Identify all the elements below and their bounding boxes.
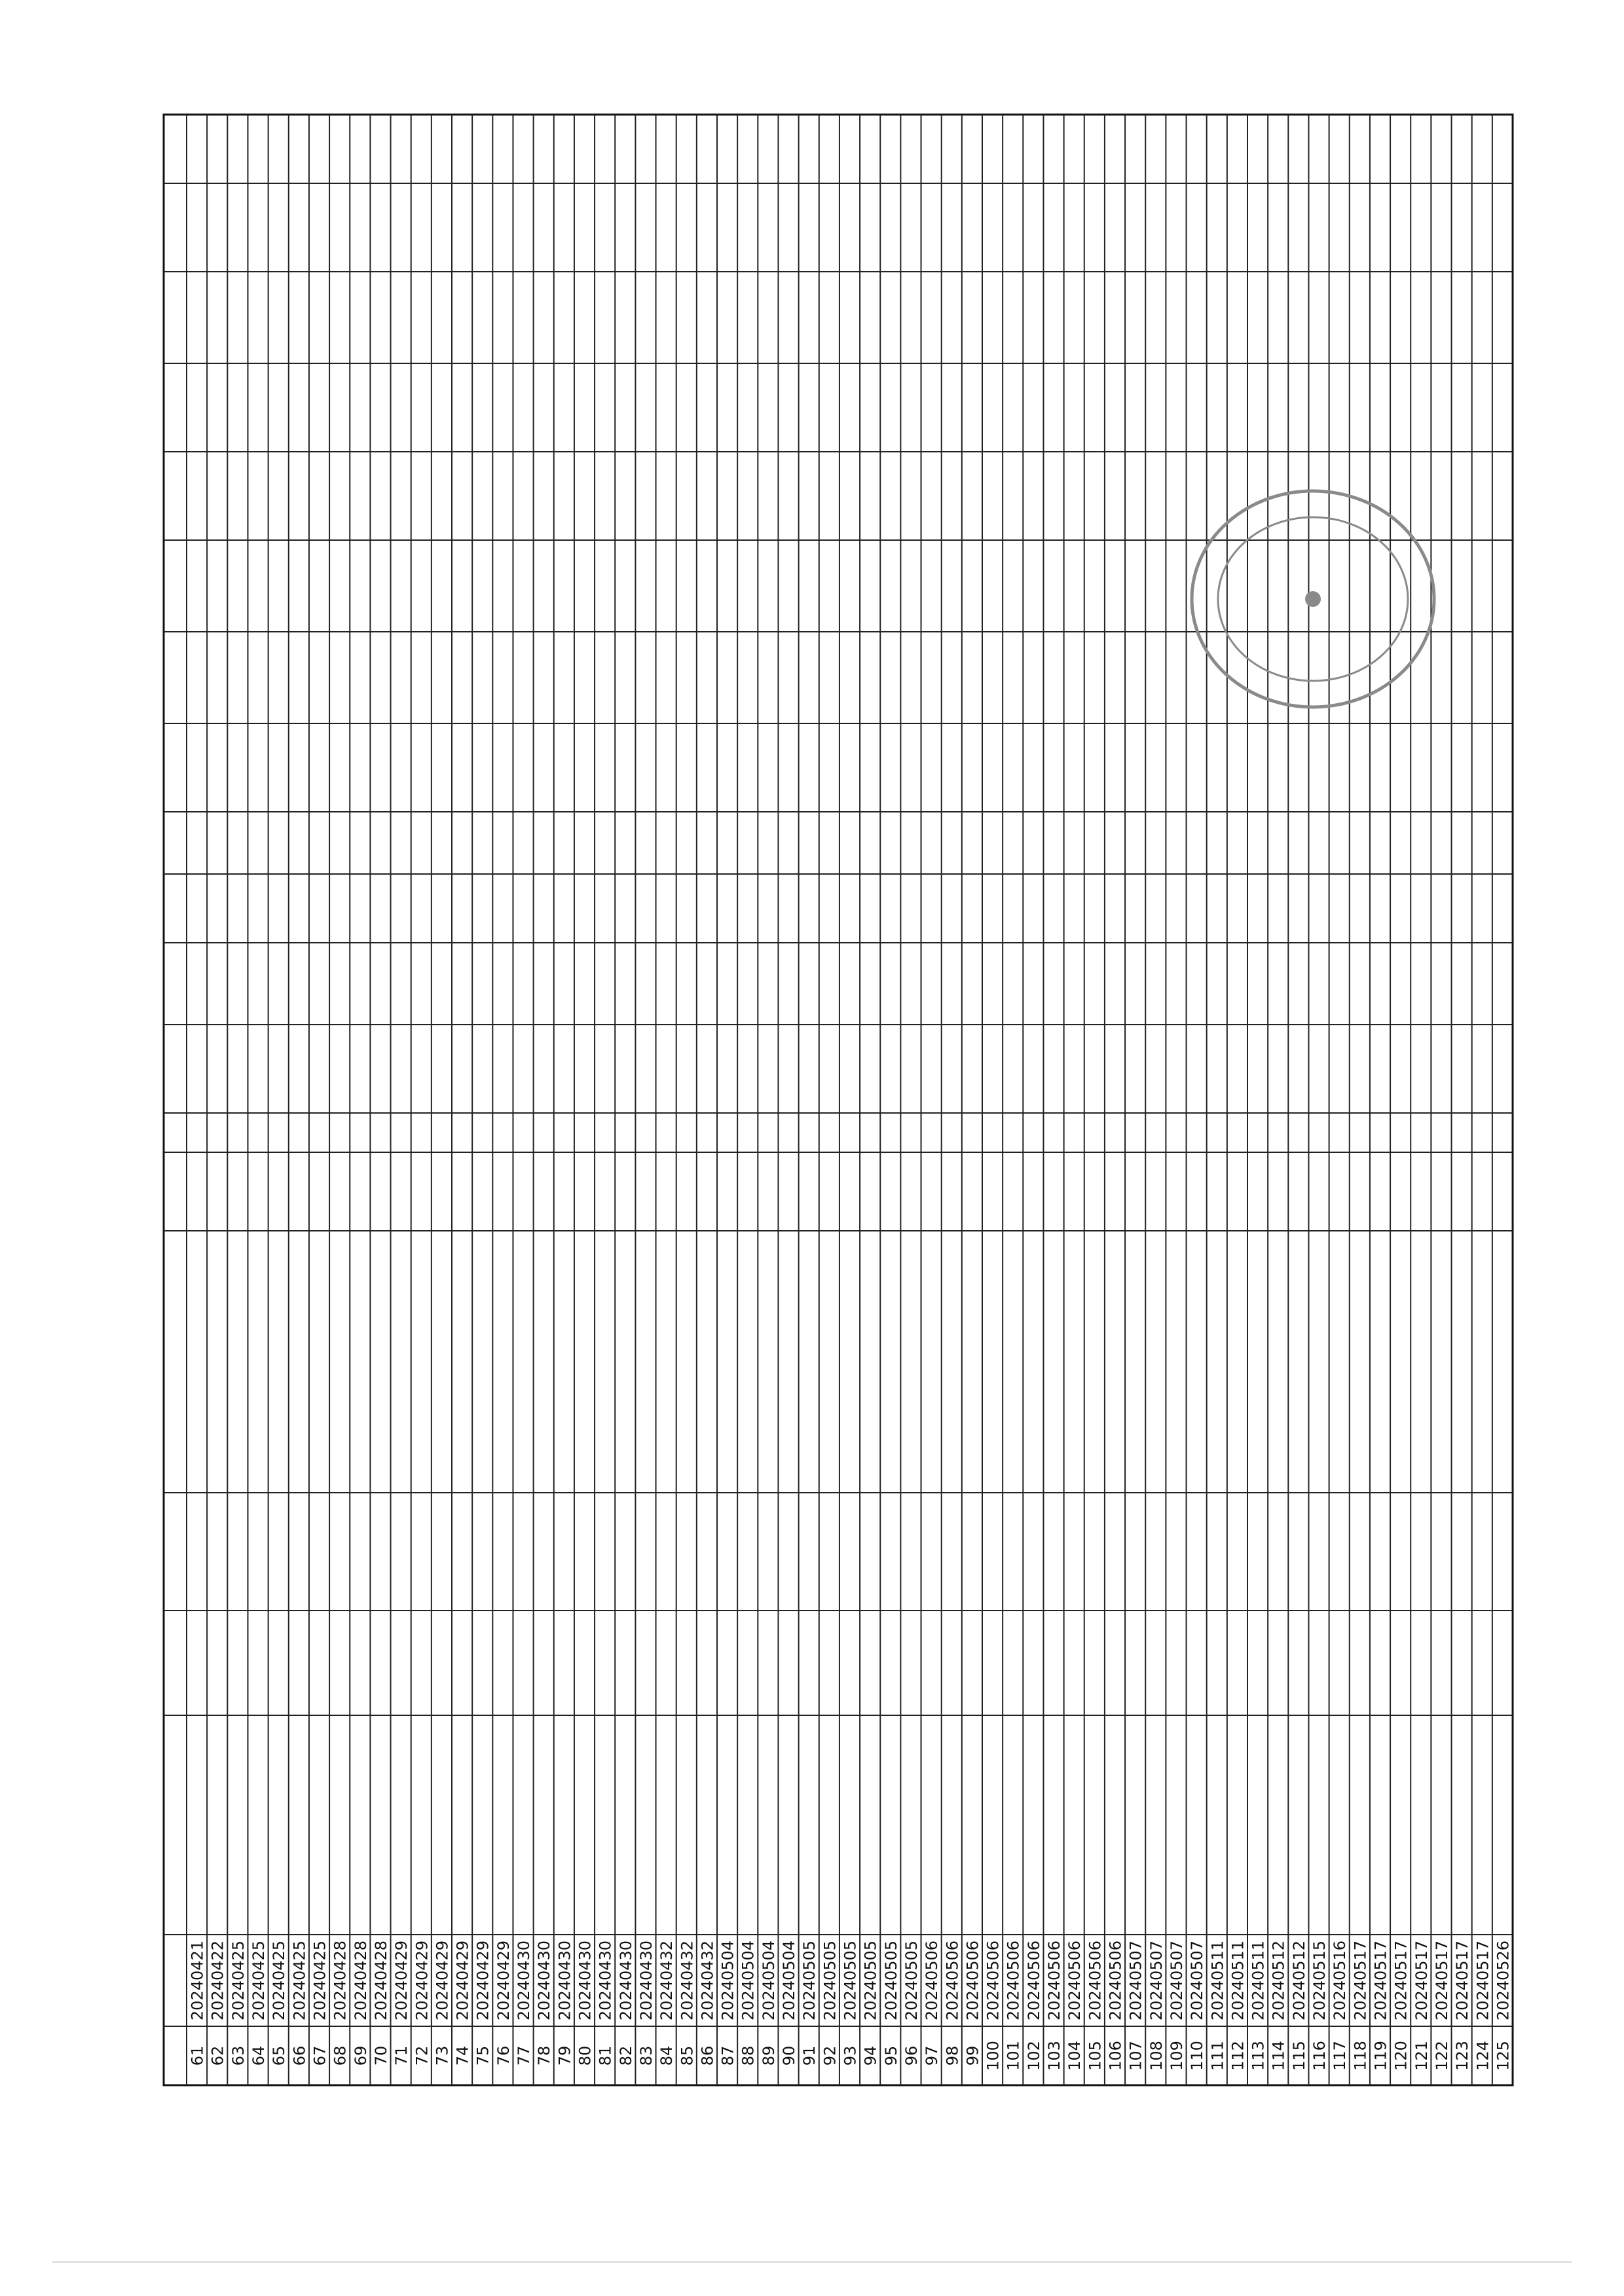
date-cell: 20240429 bbox=[473, 1940, 492, 2021]
date-cell: 20240430 bbox=[596, 1940, 615, 2021]
date-cell: 20240507 bbox=[1167, 1940, 1186, 2021]
date-cell: 20240507 bbox=[1188, 1940, 1207, 2021]
date-cell: 20240505 bbox=[841, 1940, 860, 2021]
row-number-cell: 63 bbox=[229, 2045, 248, 2066]
row-number-cell: 92 bbox=[821, 2045, 840, 2066]
row-number-cell: 98 bbox=[943, 2045, 962, 2066]
date-cell: 20240429 bbox=[413, 1940, 432, 2021]
date-cell: 20240511 bbox=[1249, 1940, 1268, 2021]
row-number-cell: 95 bbox=[881, 2045, 900, 2066]
row-number-cell: 115 bbox=[1289, 2041, 1308, 2071]
date-cell: 20240504 bbox=[718, 1940, 737, 2021]
row-number-cell: 65 bbox=[270, 2045, 289, 2066]
date-cell: 20240506 bbox=[923, 1940, 942, 2021]
date-cell: 20240432 bbox=[657, 1940, 676, 2021]
row-number-cell: 123 bbox=[1453, 2041, 1472, 2071]
row-number-cell: 69 bbox=[351, 2045, 370, 2066]
row-number-cell: 121 bbox=[1412, 2041, 1431, 2071]
row-number-cell: 114 bbox=[1269, 2041, 1288, 2071]
date-cell: 20240506 bbox=[1045, 1940, 1064, 2021]
row-number-cell: 97 bbox=[923, 2045, 942, 2066]
row-number-cell: 77 bbox=[515, 2045, 534, 2066]
date-cell: 20240425 bbox=[229, 1940, 248, 2021]
row-number-cell: 75 bbox=[473, 2045, 492, 2066]
row-number-cell: 91 bbox=[800, 2045, 819, 2066]
row-number-cell: 72 bbox=[413, 2045, 432, 2066]
row-number-cell: 87 bbox=[718, 2045, 737, 2066]
row-number-cell: 68 bbox=[331, 2045, 350, 2066]
date-cell: 20240430 bbox=[535, 1940, 554, 2021]
date-cell: 20240430 bbox=[637, 1940, 655, 2021]
row-number-cell: 110 bbox=[1188, 2041, 1207, 2071]
row-number-cell: 119 bbox=[1371, 2041, 1390, 2071]
date-cell: 20240429 bbox=[392, 1940, 411, 2021]
row-number-cell: 64 bbox=[249, 2045, 268, 2066]
row-number-cell: 118 bbox=[1351, 2041, 1370, 2071]
date-cell: 20240517 bbox=[1473, 1940, 1492, 2021]
date-cell: 20240425 bbox=[270, 1940, 289, 2021]
row-number-cell: 124 bbox=[1473, 2041, 1492, 2071]
row-number-cell: 108 bbox=[1147, 2041, 1166, 2071]
date-cell: 20240504 bbox=[780, 1940, 799, 2021]
date-cell: 20240504 bbox=[759, 1940, 778, 2021]
row-number-cell: 70 bbox=[371, 2045, 390, 2066]
row-number-cell: 82 bbox=[616, 2045, 635, 2066]
date-cell: 20240504 bbox=[739, 1940, 758, 2021]
row-number-cell: 113 bbox=[1249, 2041, 1268, 2071]
row-number-cell: 117 bbox=[1331, 2041, 1350, 2071]
row-number-cell: 74 bbox=[453, 2045, 472, 2066]
date-cell: 20240517 bbox=[1392, 1940, 1411, 2021]
row-number-cell: 67 bbox=[310, 2045, 329, 2066]
date-cell: 20240429 bbox=[453, 1940, 472, 2021]
row-number-cell: 103 bbox=[1045, 2041, 1064, 2071]
date-cell: 20240429 bbox=[494, 1940, 513, 2021]
row-number-cell: 85 bbox=[678, 2045, 697, 2066]
row-number-cell: 66 bbox=[290, 2045, 309, 2066]
row-number-cell: 102 bbox=[1024, 2041, 1043, 2071]
row-number-cell: 104 bbox=[1065, 2041, 1084, 2071]
row-number-cell: 112 bbox=[1228, 2041, 1247, 2071]
date-cell: 20240506 bbox=[963, 1940, 982, 2021]
row-number-cell: 73 bbox=[433, 2045, 452, 2066]
date-cell: 20240430 bbox=[616, 1940, 635, 2021]
date-cell: 20240517 bbox=[1351, 1940, 1370, 2021]
row-number-cell: 100 bbox=[984, 2041, 1003, 2071]
date-cell: 20240526 bbox=[1494, 1940, 1513, 2021]
date-cell: 20240517 bbox=[1432, 1940, 1451, 2021]
date-cell: 20240425 bbox=[310, 1940, 329, 2021]
date-cell: 20240425 bbox=[249, 1940, 268, 2021]
date-cell: 20240506 bbox=[1024, 1940, 1043, 2021]
date-cell: 20240505 bbox=[881, 1940, 900, 2021]
row-number-cell: 89 bbox=[759, 2045, 778, 2066]
ledger-table-rows bbox=[189, 1941, 1513, 2071]
row-number-cell: 62 bbox=[208, 2045, 227, 2066]
date-cell: 20240517 bbox=[1412, 1940, 1431, 2021]
row-number-cell: 81 bbox=[596, 2045, 615, 2066]
date-cell: 20240506 bbox=[984, 1940, 1003, 2021]
row-number-cell: 80 bbox=[576, 2045, 595, 2066]
row-number-cell: 109 bbox=[1167, 2041, 1186, 2071]
date-cell: 20240506 bbox=[1004, 1940, 1023, 2021]
date-cell: 20240517 bbox=[1453, 1940, 1472, 2021]
row-number-cell: 101 bbox=[1004, 2041, 1023, 2071]
row-number-cell: 88 bbox=[739, 2045, 758, 2066]
row-number-cell: 86 bbox=[698, 2045, 717, 2066]
row-number-cell: 76 bbox=[494, 2045, 513, 2066]
row-number-cell: 99 bbox=[963, 2045, 982, 2066]
row-number-cell: 71 bbox=[392, 2045, 411, 2066]
row-number-cell: 125 bbox=[1494, 2041, 1513, 2071]
date-cell: 20240428 bbox=[351, 1940, 370, 2021]
date-cell: 20240506 bbox=[1086, 1940, 1105, 2021]
date-cell: 20240430 bbox=[515, 1940, 534, 2021]
row-number-cell: 106 bbox=[1106, 2041, 1125, 2071]
row-number-cell: 107 bbox=[1126, 2041, 1145, 2071]
date-cell: 20240425 bbox=[290, 1940, 309, 2021]
date-cell: 20240512 bbox=[1289, 1940, 1308, 2021]
row-number-cell: 96 bbox=[902, 2045, 921, 2066]
seal-star-icon bbox=[1305, 591, 1321, 607]
date-cell: 20240516 bbox=[1331, 1940, 1350, 2021]
date-cell: 20240421 bbox=[188, 1940, 207, 2021]
row-number-cell: 61 bbox=[188, 2045, 207, 2066]
date-cell: 20240428 bbox=[371, 1940, 390, 2021]
date-cell: 20240505 bbox=[861, 1940, 880, 2021]
date-cell: 20240507 bbox=[1126, 1940, 1145, 2021]
date-cell: 20240515 bbox=[1310, 1940, 1329, 2021]
date-cell: 20240422 bbox=[208, 1940, 227, 2021]
row-number-cell: 78 bbox=[535, 2045, 554, 2066]
date-cell: 20240430 bbox=[576, 1940, 595, 2021]
date-cell: 20240511 bbox=[1208, 1940, 1227, 2021]
date-cell: 20240505 bbox=[902, 1940, 921, 2021]
date-cell: 20240505 bbox=[821, 1940, 840, 2021]
row-number-cell: 116 bbox=[1310, 2041, 1329, 2071]
row-number-cell: 83 bbox=[637, 2045, 655, 2066]
date-cell: 20240505 bbox=[800, 1940, 819, 2021]
date-cell: 20240506 bbox=[943, 1940, 962, 2021]
row-number-cell: 122 bbox=[1432, 2041, 1451, 2071]
date-cell: 20240428 bbox=[331, 1940, 350, 2021]
row-number-cell: 120 bbox=[1392, 2041, 1411, 2071]
row-number-cell: 79 bbox=[555, 2045, 574, 2066]
date-cell: 20240506 bbox=[1106, 1940, 1125, 2021]
row-number-cell: 93 bbox=[841, 2045, 860, 2066]
date-cell: 20240511 bbox=[1228, 1940, 1247, 2021]
date-cell: 20240517 bbox=[1371, 1940, 1390, 2021]
date-cell: 20240432 bbox=[678, 1940, 697, 2021]
date-cell: 20240512 bbox=[1269, 1940, 1288, 2021]
row-number-cell: 105 bbox=[1086, 2041, 1105, 2071]
date-cell: 20240506 bbox=[1065, 1940, 1084, 2021]
date-cell: 20240507 bbox=[1147, 1940, 1166, 2021]
row-number-cell: 90 bbox=[780, 2045, 799, 2066]
row-number-cell: 111 bbox=[1208, 2041, 1227, 2071]
date-cell: 20240430 bbox=[555, 1940, 574, 2021]
row-number-cell: 84 bbox=[657, 2045, 676, 2066]
row-number-cell: 94 bbox=[861, 2045, 880, 2066]
date-cell: 20240429 bbox=[433, 1940, 452, 2021]
date-cell: 20240432 bbox=[698, 1940, 717, 2021]
